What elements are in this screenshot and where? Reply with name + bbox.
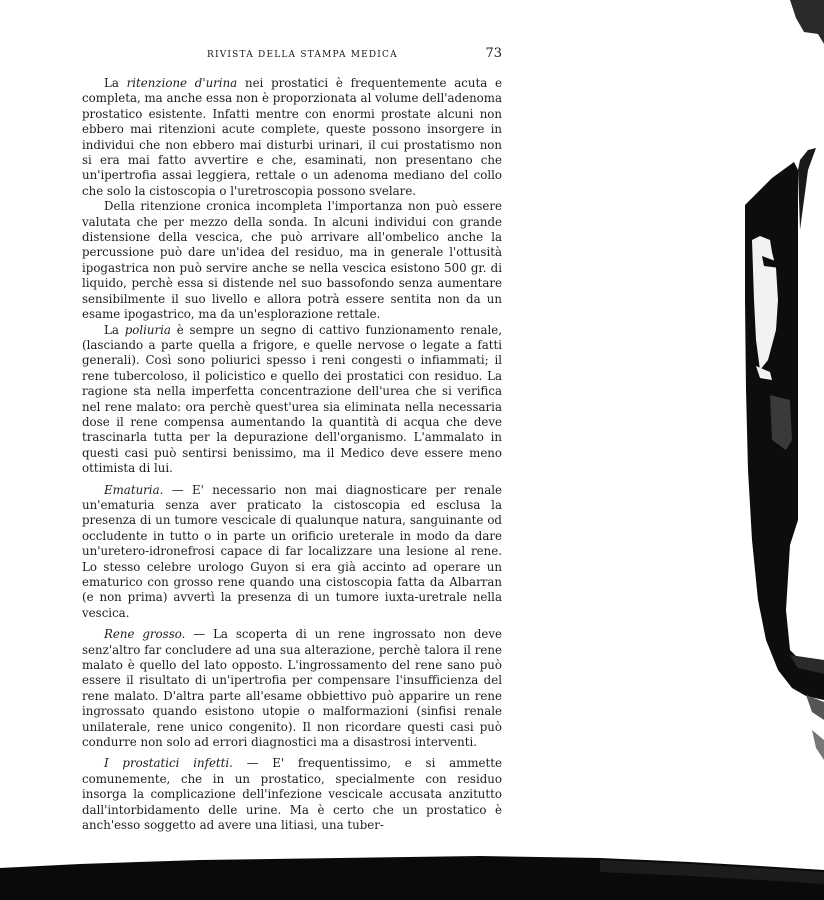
paragraph-lead: La [104, 322, 125, 337]
paragraph-chronic-retention [82, 199, 502, 322]
paragraph-lead: La [104, 76, 127, 90]
paragraph-text: — La scoperta di un rene ingrossato non deve senz'altro far concludere ad una sua alterazione, perchè talora il rene malato è quello del lato opposto. L'ingrossamento del rene sano può essere il risultato di un'ipertrofia per compensare l'insufficienza del rene malato. D'altra parte all'esame obbiettivo può apparire un rene ingrossato quando esistono utopie o malformazioni (sinfisi renale unilaterale, rene unico congenito). Il non ricordare questi casi può condurre non solo ad errori diagnostici ma a disastrosi interventi. [82, 627, 502, 750]
paragraph-infected-prostatics [82, 756, 502, 833]
italic-term-retention: ritenzione d'urina [126, 76, 238, 90]
body-text [82, 76, 502, 834]
section-heading-hematuria: Ematuria. [104, 482, 164, 497]
paragraph-urinary-retention [82, 76, 502, 199]
paragraph-text: nei prostatici è frequentemente acuta e completa, ma anche essa non è proporzionata al volume dell'adenoma prostatico esistente. Infatti mentre con enormi prostate alcuni non ebbero mai ritenzioni acute complete, queste possono insorgere in individui che non ebbero mai disturbi urinari, il cui prostatismo non si era mai fatto avvertire e che, esaminati, non presentano che un'ipertrofia assai leggiera, rettale o un adenoma mediano del collo che solo la cistoscopia o l'uretroscopia possono svelare. [82, 76, 502, 198]
paragraph-text: è sempre un segno di cattivo funzionamento renale, (lasciando a parte quella a frigore, e quelle nervose o legate a fatti generali). Così sono poliurici spesso i reni congesti o infiammati; il rene tubercoloso, il policistico e quello dei prostatici con residuo. La ragione sta nella imperfetta concentrazione dell'urea che si verifica nel rene malato: ora perchè quest'urea sia eliminata nella necessaria dose il rene compensa aumentando la quantità di acqua che deve trascinarla tutta per la depurazione dell'organismo. L'ammalato in questi casi può sentirsi benissimo, ma il Medico deve essere meno ottimista di lui. [82, 322, 502, 476]
italic-term-polyuria: poliuria [124, 322, 171, 337]
paragraph-polyuria [82, 323, 502, 477]
paragraph-text: — E' frequentissimo, e si ammette comunemente, che in un prostatico, specialmente con residuo insorga la complicazione dell'infezione vescicale accusata anzitutto dall'intorbidamento delle urine. Ma è certo che un prostatico è anch'esso soggetto ad avere una litiasi, una tuber- [82, 756, 502, 833]
scan-shadow-bottom [0, 854, 824, 900]
paragraph-text: — E' necessario non mai diagnosticare per renale un'ematuria senza aver praticato la cistoscopia ed esclusa la presenza di un tumore vescicale di qualunque natura, sanguinante od occludente in tutto o in parte un orificio ureterale in modo da dare un'uretero-idronefrosi capace di far localizzare una lesione al rene. Lo stesso celebre urologo Guyon si era già accinto ad operare un ematurico con grosso rene quando una cistoscopia fatta da Albarran (e non prima) avvertì la presenza di un tumore iuxta-uretrale nella vescica. [82, 482, 502, 620]
paragraph-text: Della ritenzione cronica incompleta l'importanza non può essere valutata che per mezzo della sonda. In alcuni individui con grande distensione della vescica, che può arrivare all'ombelico anche la percussione può dare un'idea del residuo, ma in generale l'ottusità ipogastrica non può servire anche se nella vescica esistono 500 gr. di liquido, perchè essa si distende nel suo bassofondo senza aumentare sensibilmente il suo livello e allora potrà essere sentita non da un esame ipogastrico, ma da un'esplorazione rettale. [82, 199, 502, 322]
section-heading-enlarged-kidney: Rene grosso. [104, 627, 186, 642]
running-title: RIVISTA DELLA STAMPA MEDICA [207, 50, 398, 60]
paragraph-enlarged-kidney [82, 627, 502, 750]
paragraph-hematuria [82, 483, 502, 622]
running-head [82, 44, 502, 64]
page-number: 73 [485, 46, 502, 61]
section-heading-infected-prostatics: I prostatici infetti. [104, 756, 233, 771]
